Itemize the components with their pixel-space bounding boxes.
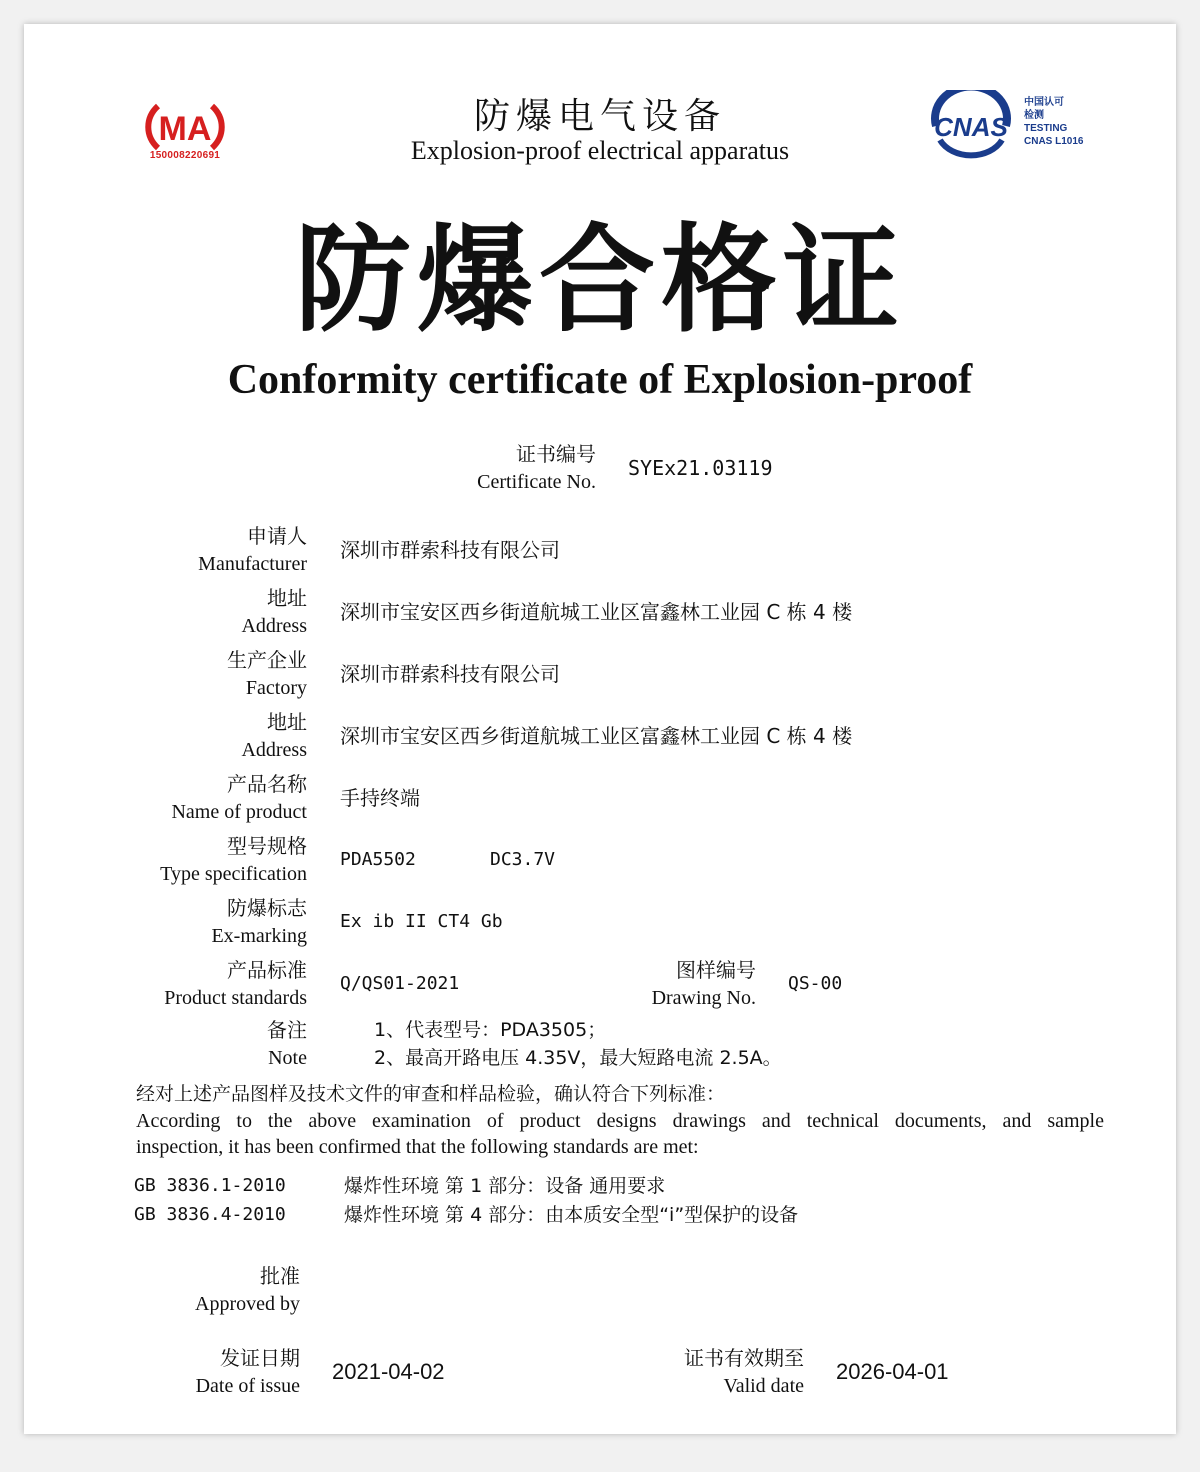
field-label-factory: 生产企业 Factory [227, 648, 307, 699]
approved-by-label: 批准 Approved by [195, 1264, 300, 1315]
header-title-zh: 防爆电气设备 [473, 96, 726, 137]
field-value-address: 深圳市宝安区西乡街道航城工业区富鑫林工业园 C 栋 4 楼 [340, 600, 853, 624]
field-value-manufacturer: 深圳市群索科技有限公司 [340, 538, 560, 562]
header-title-en: Explosion-proof electrical apparatus [410, 136, 790, 165]
issue-date-label: 发证日期 Date of issue [195, 1346, 300, 1397]
cma-number: 150008220691 [149, 150, 221, 161]
field-value-factory-address: 深圳市宝安区西乡街道航城工业区富鑫林工业园 C 栋 4 楼 [340, 724, 853, 748]
valid-date-label: 证书有效期至 Valid date [684, 1346, 804, 1397]
main-title-zh: 防爆合格证 [295, 213, 905, 348]
field-label-manufacturer: 申请人 Manufacturer [198, 524, 307, 575]
statement-zh: 经对上述产品图样及技术文件的审查和样品检验，确认符合下列标准： [136, 1083, 726, 1105]
issue-date-value: 2021-04-02 [332, 1359, 445, 1384]
standard-desc-1: 爆炸性环境 第 1 部分：设备 通用要求 [344, 1175, 666, 1197]
standard-code-2: GB 3836.4-2010 [134, 1204, 286, 1225]
field-label-ex-marking: 防爆标志 Ex-marking [211, 896, 307, 947]
field-value-product-standards: Q/QS01-2021 [340, 973, 460, 994]
certificate-page [24, 24, 1176, 1434]
certificate-number-label: 证书编号 Certificate No. [477, 442, 596, 493]
main-title-en: Conformity certificate of Explosion-proof [227, 357, 973, 403]
drawing-number-label: 图样编号 Drawing No. [651, 958, 756, 1009]
certificate-number-value: SYEx21.03119 [628, 456, 773, 480]
field-value-product-name: 手持终端 [340, 786, 420, 810]
field-value-factory: 深圳市群索科技有限公司 [340, 662, 560, 686]
statement-en-line-2: inspection, it has been confirmed that the following standards are met: [136, 1136, 699, 1158]
standard-desc-2: 爆炸性环境 第 4 部分：由本质安全型“i”型保护的设备 [344, 1204, 799, 1226]
field-value-type: PDA5502 [340, 849, 416, 870]
drawing-number-value: QS-00 [788, 973, 843, 994]
field-label-factory-address: 地址 Address [241, 710, 307, 761]
note-line-2: 2、最高开路电压 4.35V，最大短路电流 2.5A。 [374, 1047, 782, 1069]
field-label-product-standards: 产品标准 Product standards [164, 958, 307, 1009]
statement-en-line-1: According to the above examination of product designs drawings and technical documents, and sample [136, 1110, 1104, 1132]
field-label-type: 型号规格 Type specification [160, 834, 307, 885]
note-line-1: 1、代表型号：PDA3505； [374, 1019, 607, 1041]
cnas-logo-text: CNAS [934, 112, 1008, 142]
valid-date-value: 2026-04-01 [836, 1359, 949, 1384]
field-value-ex-marking: Ex ib II CT4 Gb [340, 911, 503, 932]
field-value-voltage: DC3.7V [490, 849, 556, 870]
field-label-address: 地址 Address [241, 586, 307, 637]
note-label: 备注 Note [267, 1018, 307, 1069]
cnas-caption: 中国认可 检测 TESTING CNAS L1016 [1024, 97, 1084, 147]
cma-logo-text: MA [158, 110, 212, 148]
field-label-product-name: 产品名称 Name of product [171, 772, 307, 823]
standard-code-1: GB 3836.1-2010 [134, 1175, 286, 1196]
